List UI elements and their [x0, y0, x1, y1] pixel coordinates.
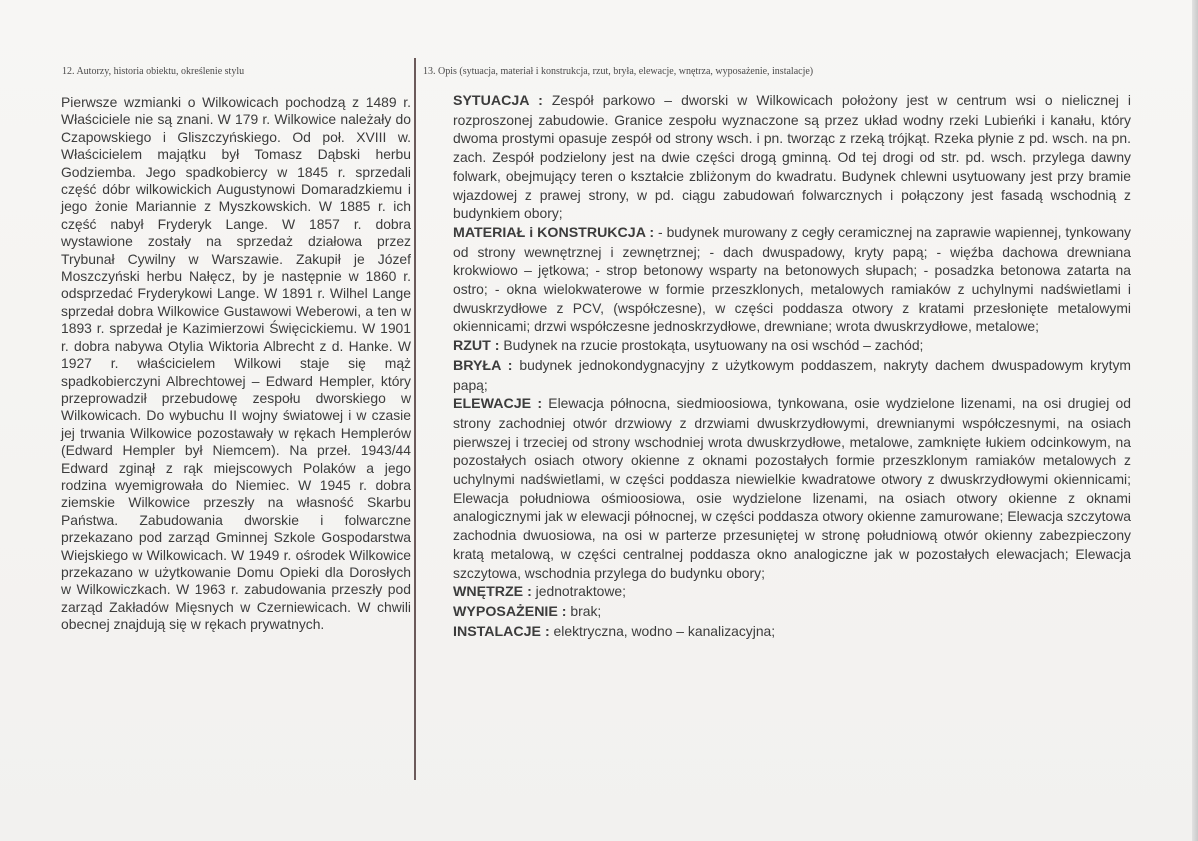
material-label: MATERIAŁ i KONSTRUKCJA : [453, 224, 655, 241]
situation-text: Zespół parkowo – dworski w Wilkowicach położony jest w centrum wsi o nielicznej i rozproszonej zabudowie. Granice zespołu wyznaczone są przez układ wodny rzeki Lubieńki i kanału, który dwoma prostymi opasuje zespół od strony wsch. i pn. tworząc z rzeką trójkąt. Rzeka płynie z pd. wsch. na pn. zach. Zespół podzielony jest na dwie części drogą gminną. Od tej drogi od str. pd. wsch. przylega dawny folwark, obejmujący teren o kształcie zbliżonym do kwadratu. Budynek chlewni usytuowany jest przy bramie wjazdowej z prawej strony, w pd. ciągu zabudowań folwarcznych i połączony jest fasadą wschodnią z budynkiem obory; [453, 92, 1131, 222]
situation-label: SYTUACJA : [453, 93, 543, 109]
installations-text: elektryczna, wodno – kanalizacyjna; [549, 622, 776, 639]
material-text: - budynek murowany z cegły ceramicznej na zaprawie wapiennej, tynkowany od strony wewnętrznej i zewnętrznej; - dach dwuspadowy, kryty papą; - więźba dachowa drewniana krokwiowo – jętkowa; - strop betonowy wsparty na betonowych słupach; - posadzka betonowa zatarta na ostro; - okna wielokwaterowe w formie przeszklonych, metalowych ramiaków z uchylnymi nadświetlami i dwuskrzydłowe z PCV, (współczesne), w części poddasza otwory z kratami przesłonięte metalowymi okiennicami; drzwi współczesne jednoskrzydłowe, drewniane; wrota dwuskrzydłowe, metalowe; [453, 223, 1132, 335]
equipment-paragraph [453, 602, 1131, 622]
history-paragraph: Pierwsze wzmianki o Wilkowicach pochodzą z 1489 r. Właściciele nie są znani. W 179 r. Wilkowice należały do Czapowskiego i Gliszczyńskiego. Od poł. XVIII w. Właścicielem majątku był Tomasz Dąbski herbu Godziemba. Jego spadkobiercy w 1845 r. sprzedali część dóbr wilkowickich Augustynowi Domaradzkiemu i jego żonie Mariannie z Myszkowskich. W 1885 r. ich część nabył Fryderyk Lange. W 1857 r. dobra wystawione zostały na sprzedaż działowa przez Trybunał Cywilny w Warszawie. Zakupił je Józef Moszczyński herbu Nałęcz, by je następnie w 1860 r. odsprzedać Fryderykowi Lange. W 1891 r. Wilhel Lange sprzedał dobra Wilkowice Gustawowi Weberowi, a ten w 1893 r. sprzedał je Kazimierzowi Święcickiemu. W 1901 r. dobra nabywa Otylia Wiktoria Albrecht z d. Hanke. W 1927 r. właścicielem Wilkowi staje się mąż spadkobierczyni Albrechtowej – Edward Hempler, który przeprowadził przebudowę zespołu dworskiego w Wilkowicach. Do wybuchu II wojny światowej i w czasie jej trwania Wilkowice pozostawały w rękach Hemplerów (Edward Hempler był Niemcem). Na przeł. 1943/44 Edward zginął z rąk miejscowych Polaków a jego rodzina wyemigrowała do Niemiec. W 1945 r. dobra ziemskie Wilkowice przeszły na własność Skarbu Państwa. Zabudowania dworskie i folwarczne przekazano pod zarząd Gminnej Szkole Gospodarstwa Wiejskiego w Wilkowicach. W 1949 r. ośrodek Wilkowice przekazano w użytkowanie Domu Opieki dla Dorosłych w Wilkowiczkach. W 1963 r. zabudowania przeszły pod zarząd Zakładów Mięsnych w Czerniewicach. W chwili obecnej znajdują się w rękach prywatnych. [61, 94, 411, 633]
section-13-heading: 13. Opis (sytuacja, materiał i konstrukcja, rzut, bryła, elewacje, wnętrza, wyposażenie, instalacje) [423, 66, 814, 77]
description-section [453, 91, 1131, 641]
form-label: BRYŁA : [453, 357, 513, 374]
section-12-heading: 12. Autorzy, historia obiektu, określenie stylu [62, 66, 245, 77]
installations-label: INSTALACJE : [453, 623, 550, 640]
interior-paragraph [453, 582, 1131, 602]
equipment-text: brak; [566, 602, 602, 619]
installations-paragraph [453, 622, 1131, 642]
equipment-label: WYPOSAŻENIE : [453, 603, 567, 620]
form-text: budynek jednokondygnacyjny z użytkowym poddaszem, nakryty dachem dwuspadowym krytym papą; [453, 356, 1131, 393]
plan-text: Budynek na rzucie prostokąta, usytuowany na osi wschód – zachód; [499, 337, 924, 354]
form-paragraph [453, 356, 1131, 394]
material-paragraph [453, 223, 1131, 336]
interior-label: WNĘTRZE : [453, 584, 532, 601]
interior-text: jednotraktowe; [531, 583, 627, 600]
plan-label: RZUT : [453, 338, 500, 355]
plan-paragraph [453, 336, 1131, 356]
elevations-label: ELEWACJE : [453, 396, 543, 413]
elevations-text: Elewacja północna, siedmioosiowa, tynkowana, osie wydzielone lizenami, na osi drugiej od strony zachodniej otwór drzwiowy z drzwiami dwuskrzydłowymi, drewnianymi współczesnymi, na osiach pierwszej i trzeciej od strony wschodniej wrota dwuskrzydłowe, metalowe, zamknięte łukiem odcinkowym, na pozostałych osiach otwory okienne z oknami pozostałych formie przeszklonym ramiaków metalowych z uchylnymi nadświetlami, w części poddasza niewielkie kwadratowe otwory z dwuskrzydłowymi okiennicami; Elewacja południowa ośmioosiowa, osie wydzielone lizenami, na osiach otwory okienne z oknami analogicznymi jak w elewacji północnej, w części poddasza otwory okienne zamurowane; Elewacja szczytowa zachodnia dwuosiowa, na osi w parterze przesuniętej w stronę południową otwór okienny zabezpieczony kratą metalową, w części centralnej poddasza okno analogiczne jak w pozostałych elewacjach; Elewacja szczytowa, wschodnia przylega do budynku obory; [453, 395, 1131, 581]
page-edge [1192, 0, 1198, 841]
situation-paragraph [453, 91, 1131, 223]
elevations-paragraph [453, 394, 1131, 582]
column-divider [414, 58, 416, 780]
